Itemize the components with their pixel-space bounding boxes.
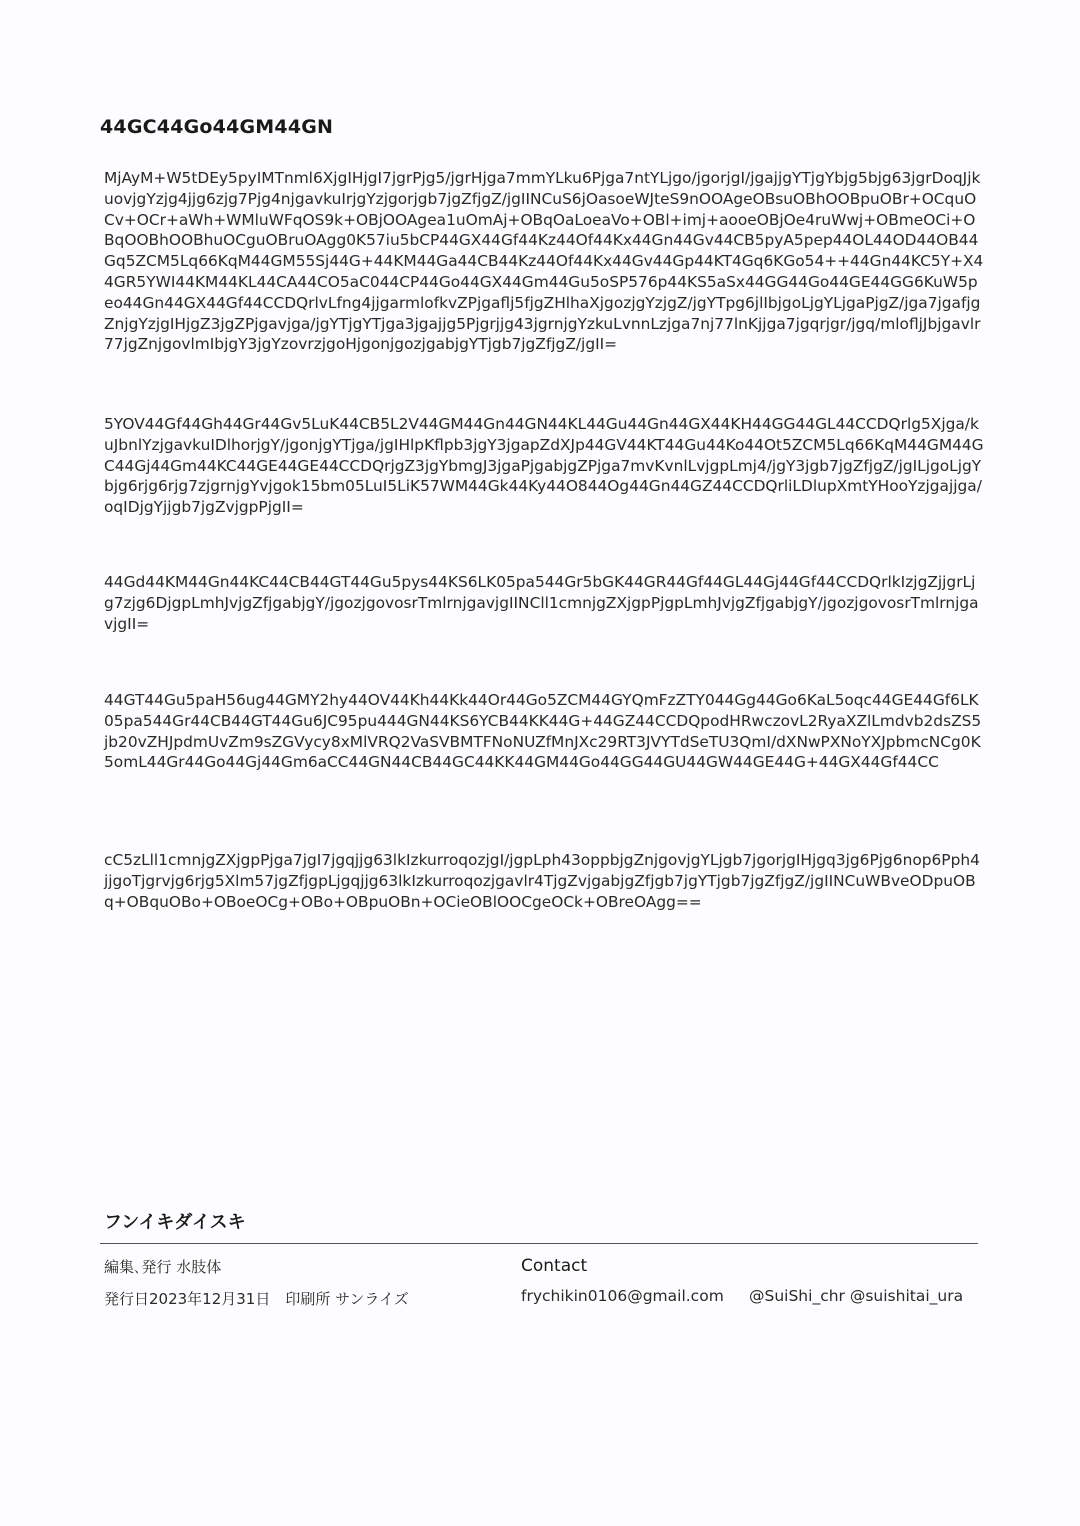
- page-heading: 44GC44Go44GM44GN: [100, 116, 334, 138]
- contact-email: frychikin0106@gmail.com: [521, 1287, 724, 1305]
- colophon-publish-info: 発行日2023年12月31日 印刷所 サンライズ: [104, 1290, 409, 1308]
- contact-accounts: @SuiShi_chr @suishitai_ura: [749, 1287, 964, 1305]
- colophon-title: フンイキダイスキ: [104, 1212, 246, 1233]
- encoded-paragraph-2: 5YOV44Gf44Gh44Gr44Gv5LuK44CB5L2V44GM44Gn44GN44KL44Gu44Gn44GX44KH44GG44GL44CCDQrlg5Xjga/kuJbnlYzjgavkuIDlhorjgY/jgonjgYTjga/jgIHlpKflpb3jgY3jgapZdXJp44GV44KT44Gu44Ko44Ot5ZCM5Lq66KqM44GM44GC44Gj44Gm44KC44GE44GE44CCDQrjgZ3jgYbmgJ3jgaPjgabjgZPjga7mvKvnlLvjgpLmj4/jgY3jgb7jgZfjgZ/jgILjgoLjgYbjg6rjg6rjg7zjgrnjgYvjgok15bm05LuI5LiK57WM44Gk44Ky44O844Og44Gn44GZ44CCDQrliLDlupXmtYHooYzjgajjga/oqIDjgYjjgb7jgZvjgpPjgII=: [104, 415, 984, 517]
- colophon-editor: 編集､発行 水肢体: [104, 1258, 222, 1276]
- colophon-divider: [100, 1243, 978, 1244]
- encoded-paragraph-5: cC5zLll1cmnjgZXjgpPjga7jgI7jgqjjg63lkIzkurroqozjgI/jgpLph43oppbjgZnjgovjgYLjgb7jgorjgIHjgq3jg6Pjg6nop6Pph4jjgoTjgrvjg6rjg5Xlm57jgZfjgpLjgqjjg63lkIzkurroqozjgavlr4TjgZvjgabjgZfjgb7jgYTjgb7jgZfjgZ/jgIINCuWBveODpuOBq+OBquOBo+OBoeOCg+OBo+OBpuOBn+OCieOBlOOCgeOCk+OBreOAgg==: [104, 851, 980, 911]
- contact-label: Contact: [521, 1256, 588, 1276]
- encoded-paragraph-1: MjAyM+W5tDEy5pyIMTnml6XjgIHjgI7jgrPjg5/jgrHjga7mmYLku6Pjga7ntYLjgo/jgorjgI/jgajjgYTjgYbjg5bjg63jgrDoqJjkuovjgYzjg4jjg6zjg7Pjg4njgavkuIrjgYzjgorjgb7jgZfjgZ/jgIINCuS6jOasoeWJteS9nOOAgeOBsuOBhOOBpuOBr+OCquOCv+OCr+aWh+WMluWFqOS9k+OBjOOAgea1uOmAj+OBqOaLoeaVo+OBl+imj+aooeOBjOe4ruWwj+OBmeOCi+OBqOOBhOOBhuOCguOBruOAgg0K57iu5bCP44GX44Gf44Kz44Of44Kx44Gn44Gv44CB5pyA5pep44OL44OD44OB44Gq5ZCM5Lq66KqM44GM55Sj44G+44KM44Ga44CB44Kz44Of44Kx44Gv44Gp44KT4Gq6KGo54++44Gn44KC5Y+X44GR5YWI44KM44KL44CA44CO5aC044CP44Go44GX44Gm44Gu5oSP576p44KS5aSx44GG44Go44GE44GG6KuW5peo44Gn44GX44Gf44CCDQrlvLfng4jjgarmlofkvZPjgaflj5fjgZHlhaXjgozjgYzjgZ/jgYTpg6jlIbjgoLjgYLjgaPjgZ/jga7jgafjgZnjgYzjgIHjgZ3jgZPjgavjga/jgYTjgYTjga3jgajjg5Pjgrjjg43jgrnjgYzkuLvnnLzjga7nj77lnKjjga7jgqrjgr/jgq/mlofljJbjgavlr77jgZnjgovlmIbjgY3jgYzovrzjgoHjgonjgozjgabjgYTjgb7jgZfjgZ/jgII=: [104, 169, 984, 354]
- encoded-paragraph-3: 44Gd44KM44Gn44KC44CB44GT44Gu5pys44KS6LK05pa544Gr5bGK44GR44Gf44GL44Gj44Gf44CCDQrlkIzjgZjjgrLjg7zjg6DjgpLmhJvjgZfjgabjgY/jgozjgovosrTmlrnjgavjgIINCll1cmnjgZXjgpPjgpLmhJvjgZfjgabjgY/jgozjgovosrTmlrnjgavjgII=: [104, 573, 979, 633]
- encoded-paragraph-4: 44GT44Gu5paH56ug44GMY2hy44OV44Kh44Kk44Or44Go5ZCM44GYQmFzZTY044Gg44Go6KaL5oqc44GE44Gf6LK05pa544Gr44CB44GT44Gu6JC95pu444GN44KS6YCB44KK44G+44GZ44CCDQpodHRwczovL2RyaXZlLmdvb2dsZS5jb20vZHJpdmUvZm9sZGVycy8xMlVRQ2VaSVBMTFNoNUZfMnJXc29RT3JVYTdSeTU3QmI/dXNwPXNoYXJpbmcNCg0K5omL44Gr44Go44Gj44Gm6aCC44GN44CB44GC44KK44GM44Go44GG44GU44GW44GE44G+44GX44Gf44CC: [104, 691, 982, 772]
